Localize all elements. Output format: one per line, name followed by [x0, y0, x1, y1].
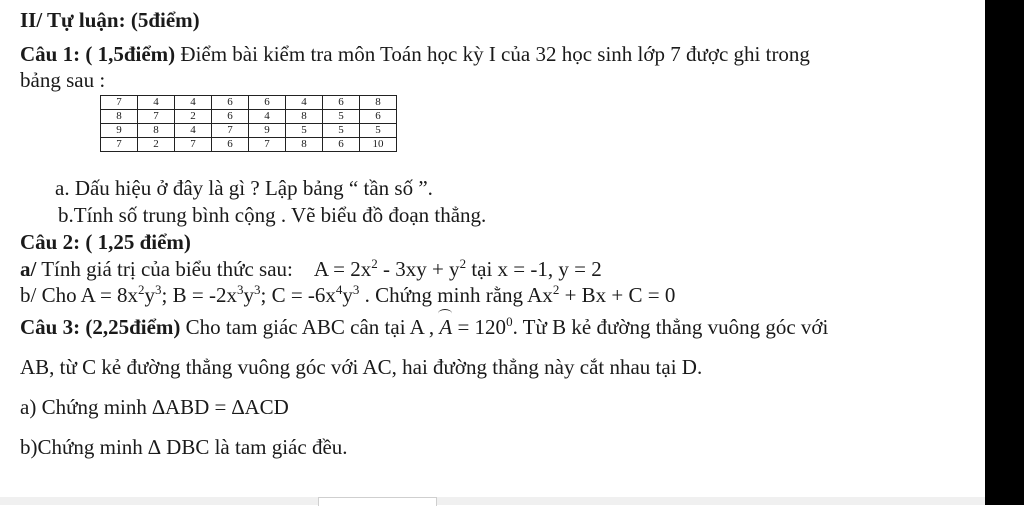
- q2b-e6: 3: [352, 282, 360, 297]
- table-cell: 5: [286, 124, 323, 138]
- q2a-exp-2: 2: [459, 256, 467, 271]
- table-cell: 7: [212, 124, 249, 138]
- q3-text-2: = 120: [452, 315, 507, 339]
- table-row: [101, 138, 397, 152]
- bottom-strip: [0, 497, 985, 505]
- table-cell: 2: [138, 138, 175, 152]
- q2b-e3: 3: [236, 282, 244, 297]
- table-cell: 6: [249, 96, 286, 110]
- q3-text-1: Cho tam giác ABC cân tại A ,: [180, 315, 440, 339]
- table-cell: 4: [138, 96, 175, 110]
- table-cell: 8: [101, 110, 138, 124]
- table-cell: 6: [212, 96, 249, 110]
- table-cell: 5: [323, 110, 360, 124]
- table-cell: 4: [175, 124, 212, 138]
- q2b-t1: y: [144, 283, 156, 307]
- table-cell: 4: [286, 96, 323, 110]
- table-row: [101, 110, 397, 124]
- q2b-t6: . Chứng minh rằng Ax: [359, 283, 553, 307]
- angle-a-symbol: A: [439, 315, 453, 339]
- table-cell: 4: [175, 96, 212, 110]
- question-1-line-1: [20, 42, 810, 66]
- table-row: [101, 124, 397, 138]
- table-cell: 6: [212, 138, 249, 152]
- table-cell: 9: [249, 124, 286, 138]
- table-cell: 8: [286, 138, 323, 152]
- section-title: II/ Tự luận: (5điểm): [20, 8, 200, 32]
- table-cell: 7: [249, 138, 286, 152]
- q2b-t4: ; C = -6x: [260, 283, 336, 307]
- table-cell: 8: [138, 124, 175, 138]
- table-cell: 4: [249, 110, 286, 124]
- question-3-line-1: [20, 315, 828, 339]
- q3-text-3: . Từ B kẻ đường thẳng vuông góc với: [512, 315, 829, 339]
- q2a-expr-a: A = 2x: [313, 257, 372, 281]
- question-1-part-a: a. Dấu hiệu ở đây là gì ? Lập bảng “ tần số ”.: [55, 176, 433, 200]
- q2a-exp-1: 2: [371, 256, 378, 271]
- table-cell: 5: [323, 124, 360, 138]
- q2a-condition: tại x = -1, y = 2: [466, 257, 602, 281]
- question-2-part-a: [20, 257, 602, 281]
- q2b-t7: + Bx + C = 0: [559, 283, 676, 307]
- question-2-label: Câu 2: ( 1,25 điểm): [20, 230, 191, 254]
- question-1-text: Điểm bài kiểm tra môn Toán học kỳ I của 32 học sinh lớp 7 được ghi trong: [175, 42, 810, 66]
- table-cell: 7: [138, 110, 175, 124]
- q2b-t5: y: [342, 283, 353, 307]
- q2b-t0: b/ Cho A = 8x: [20, 283, 139, 307]
- q3-degree: 0: [506, 314, 513, 329]
- table-cell: 6: [212, 110, 249, 124]
- table-cell: 8: [286, 110, 323, 124]
- score-table: [100, 95, 397, 152]
- table-cell: 7: [175, 138, 212, 152]
- table-cell: 2: [175, 110, 212, 124]
- q2b-e2: 3: [155, 282, 162, 297]
- right-black-border: [985, 0, 1024, 505]
- q2b-e4: 3: [253, 282, 261, 297]
- q2b-e1: 2: [138, 282, 145, 297]
- table-cell: 6: [323, 96, 360, 110]
- question-3-line-2: AB, từ C kẻ đường thẳng vuông góc với AC, hai đường thẳng này cắt nhau tại D.: [20, 355, 703, 379]
- table-row: [101, 96, 397, 110]
- table-cell: 5: [360, 124, 397, 138]
- question-2-part-b: [20, 283, 675, 307]
- table-cell: 7: [101, 96, 138, 110]
- table-cell: 8: [360, 96, 397, 110]
- q2a-expr-mid: - 3xy + y: [377, 257, 460, 281]
- q2b-t2: ; B = -2x: [161, 283, 237, 307]
- question-3-part-a: a) Chứng minh ∆ABD = ∆ACD: [20, 395, 289, 419]
- table-cell: 6: [323, 138, 360, 152]
- table-cell: 6: [360, 110, 397, 124]
- q2b-t3: y: [243, 283, 254, 307]
- question-1-label: Câu 1: ( 1,5điểm): [20, 42, 176, 66]
- question-3-label: Câu 3: (2,25điểm): [20, 315, 181, 339]
- q2a-text: Tính giá trị của biểu thức sau:: [36, 257, 293, 281]
- q2b-e7: 2: [552, 282, 560, 297]
- question-1-line-2: bảng sau :: [20, 68, 106, 92]
- table-cell: 9: [101, 124, 138, 138]
- q2a-expression: [314, 257, 602, 281]
- question-3-part-b: b)Chứng minh ∆ DBC là tam giác đều.: [20, 435, 348, 459]
- question-1-part-b: b.Tính số trung bình cộng . Vẽ biểu đồ đoạn thẳng.: [58, 203, 487, 227]
- table-cell: 10: [360, 138, 397, 152]
- table-cell: 7: [101, 138, 138, 152]
- q2a-prefix: a/: [20, 257, 37, 281]
- q2b-e5: 4: [335, 282, 343, 297]
